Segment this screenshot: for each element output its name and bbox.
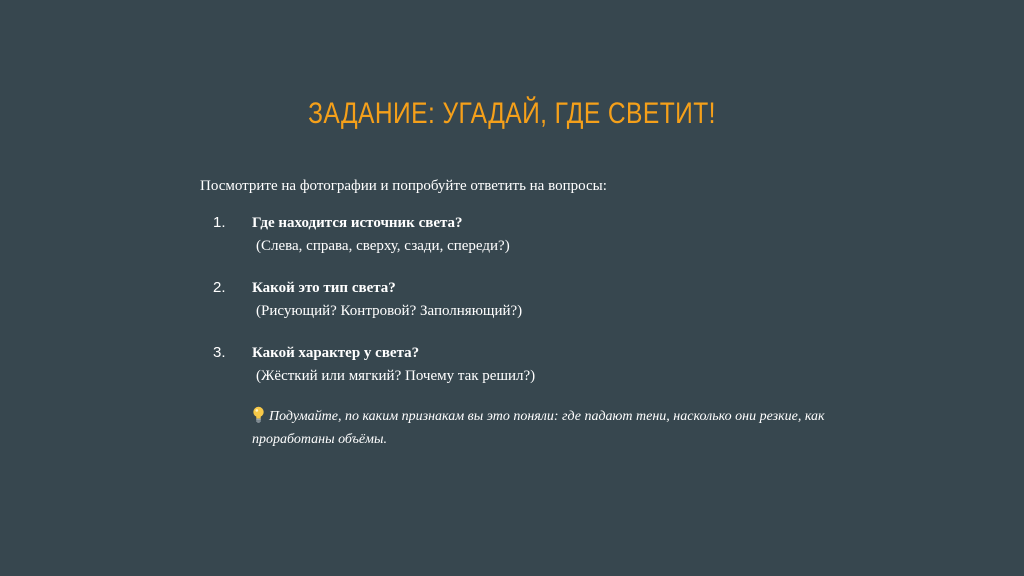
tip-note bbox=[252, 405, 852, 451]
question-number: 2. bbox=[213, 279, 226, 296]
question-hint: (Рисующий? Контровой? Заполняющий?) bbox=[256, 303, 523, 319]
question-text: Какой это тип света? bbox=[252, 280, 396, 296]
lightbulb-icon bbox=[252, 406, 265, 423]
question-number: 1. bbox=[213, 214, 226, 231]
question-text: Где находится источник света? bbox=[252, 215, 463, 231]
tip-text: Подумайте, по каким признакам вы это поняли: где падают тени, насколько они резкие, как проработаны объёмы. bbox=[252, 409, 825, 447]
intro-text: Посмотрите на фотографии и попробуйте ответить на вопросы: bbox=[200, 178, 607, 194]
question-hint: (Слева, справа, сверху, сзади, спереди?) bbox=[256, 238, 510, 254]
question-text: Какой характер у света? bbox=[252, 345, 420, 361]
question-hint: (Жёсткий или мягкий? Почему так решил?) bbox=[256, 368, 536, 384]
question-number: 3. bbox=[213, 344, 226, 361]
slide-title: ЗАДАНИЕ: УГАДАЙ, ГДЕ СВЕТИТ! bbox=[308, 97, 716, 130]
